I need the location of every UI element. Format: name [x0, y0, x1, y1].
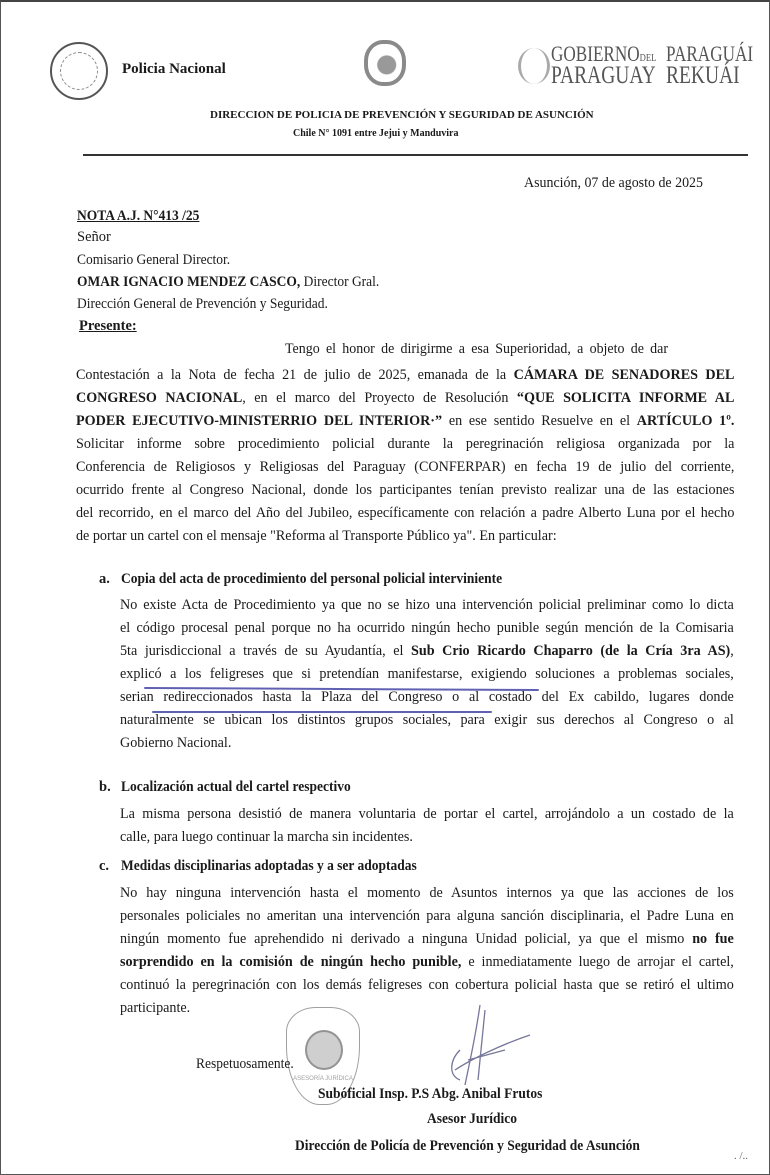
official-stamp-icon: ASESORÍA JURÍDICA: [286, 1007, 360, 1105]
header-divider: [83, 154, 748, 156]
presente-label: Presente:: [79, 318, 137, 334]
section-line: naturalmente se ubican los distintos grupos sociales, para exigir sus derechos al Congreso o al: [120, 711, 734, 728]
guarani-brand-line1: PARAGUÁI: [666, 41, 754, 66]
section-line: personales policiales no ameritan una intervención para alguna sanción disciplinaria, el Padre Luna en: [120, 907, 734, 924]
salutation: Señor: [77, 229, 111, 245]
intro-line: del recorrido, en el marco del Año del Jubileo, específicamente con relación a padre Alberto Luna por el hecho: [76, 504, 735, 521]
section-line: No hay ninguna intervención hasta el momento de Asuntos internos ya que las acciones de los: [120, 884, 734, 901]
place-date: Asunción, 07 de agosto de 2025: [524, 175, 704, 191]
section-line: 5ta jurisdiccional a través de su Ayudantía, el Sub Crio Ricardo Chaparro (de la Cría 3ra AS),: [120, 642, 734, 659]
intro-line: Solicitar informe sobre procedimiento policial durante la peregrinación religiosa organizada por la: [76, 435, 735, 452]
handwritten-signature-icon: [420, 1000, 540, 1090]
section-letter: b.: [99, 779, 111, 795]
section-line: sorprendido en la comisión de ningún hecho punible, e inmediatamente luego de arrojar el cartel,: [120, 953, 734, 970]
recipient-name: OMAR IGNACIO MENDEZ CASCO,: [77, 274, 301, 290]
section-line: ningún momento fue aprehendido ni derivado a ninguna Unidad policial, ya que el mismo no fue: [120, 930, 734, 947]
signer-role: Asesor Jurídico: [427, 1111, 518, 1127]
note-reference: NOTA A.J. N°413 /25: [77, 208, 200, 224]
section-letter: a.: [99, 571, 110, 587]
signer-name: Subóficial Insp. P.S Abg. Anibal Frutos: [318, 1086, 543, 1102]
closing-phrase: Respetuosamente.: [196, 1056, 294, 1072]
department-name: DIRECCION DE POLICIA DE PREVENCIÓN Y SEGURIDAD DE ASUNCIÓN: [210, 109, 594, 121]
department-address: Chile N° 1091 entre Jejui y Manduvira: [293, 128, 459, 139]
page-continuation-mark: . /..: [734, 1150, 749, 1162]
section-line: continuó la peregrinación con los demás feligreses con cobertura policial hasta que se retiró el ultimo: [120, 976, 734, 993]
recipient-title: Director Gral.: [300, 274, 380, 290]
recipient-rank: Comisario General Director.: [77, 252, 231, 268]
intro-line: Tengo el honor de dirigirme a esa Superioridad, a objeto de dar: [285, 341, 669, 357]
intro-line: Contestación a la Nota de fecha 21 de julio de 2025, emanada de la CÁMARA DE SENADORES DEL: [76, 366, 735, 383]
section-line: La misma persona desistió de manera voluntaria de portar el cartel, arrojándolo a un costado de la: [120, 805, 734, 822]
section-title: Medidas disciplinarias adoptadas y a ser adoptadas: [121, 858, 417, 874]
section-letter: c.: [99, 858, 110, 874]
section-line: el código procesal penal porque no ha ocurrido ningún hecho punible según mención de la Comisaria: [120, 619, 734, 636]
intro-line: Conferencia de Religiosos y Religiosas del Paraguay (CONFERPAR) en fecha 19 de julio del corriente,: [76, 458, 735, 475]
section-line: No existe Acta de Procedimiento ya que no se hizo una intervención policial preliminar como lo dicta: [120, 596, 734, 613]
recipient-office: Dirección General de Prevención y Seguridad.: [77, 296, 328, 312]
gov-coat-of-arms-icon: [518, 48, 550, 84]
gov-brand-line1: GOBIERNODEL: [551, 41, 657, 66]
section-line: participante.: [120, 999, 191, 1016]
section-line: calle, para luego continuar la marcha sin incidentes.: [120, 828, 413, 845]
section-line: serian redireccionados hasta la Plaza del Congreso o al costado del Ex cabildo, lugares donde: [120, 688, 734, 705]
police-title: Policia Nacional: [122, 61, 226, 77]
police-emblem-icon: [364, 40, 406, 86]
section-title: Copia del acta de procedimiento del personal policial interviniente: [121, 571, 503, 587]
recipient-line: [77, 274, 379, 291]
intro-line: de portar un cartel con el mensaje "Reforma al Transporte Público ya". En particular:: [76, 527, 557, 544]
intro-line: CONGRESO NACIONAL, en el marco del Proyecto de Resolución “QUE SOLICITA INFORME AL: [76, 389, 735, 406]
section-line: Gobierno Nacional.: [120, 734, 232, 751]
signer-office: Dirección de Policía de Prevención y Seguridad de Asunción: [295, 1138, 640, 1154]
section-line: explicó a los feligreses que si pretendían manifestarse, exigiendo soluciones a problemas sociales,: [120, 665, 734, 682]
guarani-brand-line2: REKUÁI: [666, 62, 740, 89]
section-title: Localización actual del cartel respectivo: [121, 779, 351, 795]
intro-line: ocurrido frente al Congreso Nacional, donde los participantes tenían previsto realizar una de las estaciones: [76, 481, 735, 498]
gov-brand-line2: PARAGUAY: [551, 62, 656, 89]
national-seal-icon: [50, 42, 108, 100]
intro-line: PODER EJECUTIVO-MINISTERRIO DEL INTERIOR·” en ese sentido Resuelve en el ARTÍCULO 1º.: [76, 412, 735, 429]
